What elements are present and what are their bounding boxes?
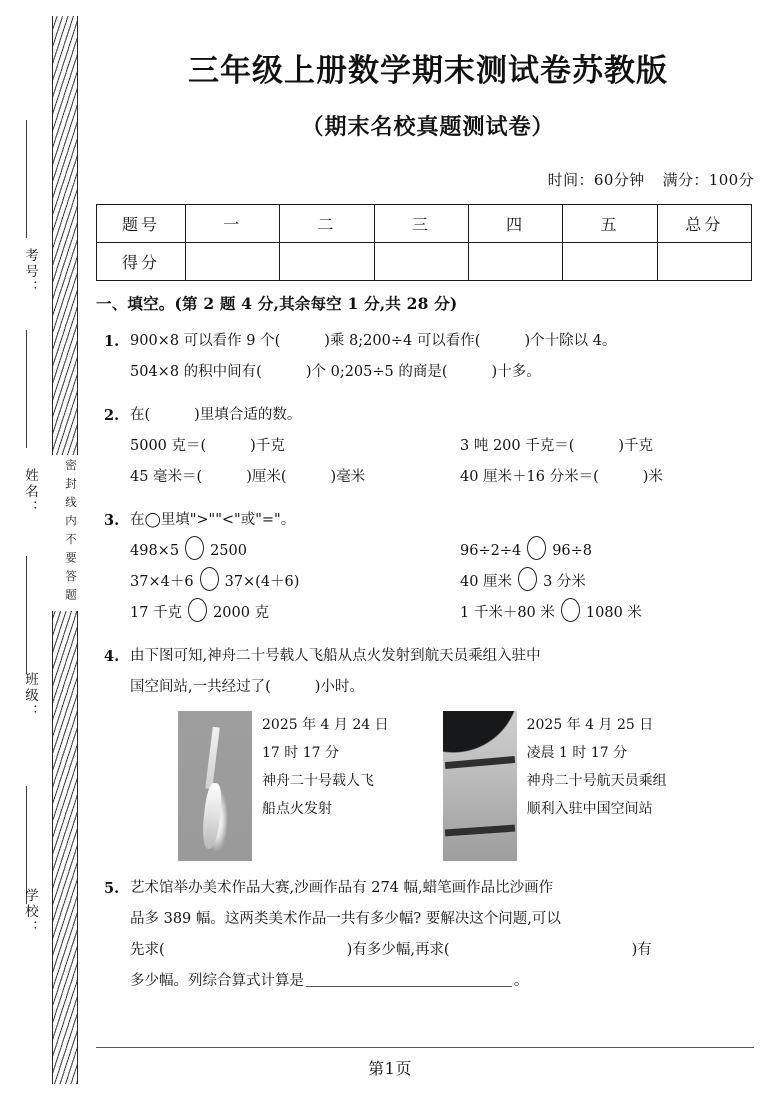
q2-r1-right-b: )千克 <box>618 437 654 454</box>
margin-rule-2 <box>26 330 27 448</box>
question-2-row-2 <box>130 462 760 493</box>
figure-shenzhou-docking <box>443 711 667 861</box>
table-row-scores <box>97 242 752 280</box>
margin-rule-4 <box>26 786 27 904</box>
question-3 <box>96 505 760 629</box>
q2-r2-left-a: 45 毫米＝( <box>130 468 203 485</box>
question-5-line-2: 品多 389 幅。这两类美术作品一共有多少幅? 要解决这个问题,可以 <box>130 910 561 927</box>
figure-launch-line-2: 17 时 17 分 <box>262 744 339 761</box>
margin-rule-1 <box>26 120 27 238</box>
figure-launch-line-3: 神舟二十号载人飞 <box>262 772 374 789</box>
figure-docking-line-1: 2025 年 4 月 25 日 <box>526 716 654 733</box>
q3-r2-right-circle[interactable] <box>518 567 537 591</box>
page-subtitle: （期末名校真题测试卷） <box>301 113 555 140</box>
q3-r1-left <box>130 536 460 567</box>
question-5 <box>96 873 760 997</box>
question-5-number: 5. <box>104 879 120 897</box>
question-5-line-1: 艺术馆举办美术作品大赛,沙画作品有 274 幅,蜡笔画作品比沙画作 <box>130 879 554 896</box>
seal-line-text: 密封线内不要答题 <box>51 455 79 611</box>
question-4-line-2 <box>130 672 760 703</box>
q3-r3-right-rhs: 1080 米 <box>585 604 642 621</box>
space-station-photo <box>443 711 517 861</box>
question-2-stem <box>130 400 760 431</box>
question-3-row-3 <box>130 598 760 629</box>
q3-r1-right-circle[interactable] <box>527 536 546 560</box>
question-4-line-1: 由下图可知,神舟二十号载人飞船从点火发射到航天员乘组入驻中 <box>130 647 541 664</box>
q3-r1-left-lhs: 498×5 <box>130 542 180 559</box>
figure-docking-line-4: 顺利入驻中国空间站 <box>526 800 653 817</box>
q2-r2-right-a: 40 厘米＋16 分米＝( <box>460 468 599 485</box>
question-5-text-c: )有 <box>631 941 652 958</box>
question-2-stem-a: 在( <box>130 406 151 423</box>
paper-content <box>96 0 760 997</box>
question-4 <box>96 641 760 861</box>
score-table-col-0: 一 <box>186 204 280 242</box>
exam-meta <box>96 169 760 190</box>
question-3-row-1 <box>130 536 760 567</box>
figure-docking-line-3: 神舟二十号航天员乘组 <box>526 772 667 789</box>
q3-r3-left-rhs: 2000 克 <box>213 604 270 621</box>
page-number-footer: 第1页 <box>368 1059 412 1078</box>
question-1-text-f: )十多。 <box>491 363 541 380</box>
rocket-launch-photo <box>178 711 252 861</box>
q3-r2-left-lhs: 37×4＋6 <box>130 573 194 590</box>
q3-r3-left <box>130 598 460 629</box>
question-5-text-e: 。 <box>514 972 529 989</box>
q3-r2-right <box>460 567 760 598</box>
page-title: 三年级上册数学期末测试卷苏教版 <box>188 53 668 89</box>
q2-r1-right-a: 3 吨 200 千克＝( <box>460 437 575 454</box>
q3-r2-right-rhs: 3 分米 <box>543 573 586 590</box>
score-table-col-1: 二 <box>280 204 374 242</box>
q3-r3-left-lhs: 17 千克 <box>130 604 183 621</box>
q3-r3-right-lhs: 1 千米＋80 米 <box>460 604 555 621</box>
section-heading-fill-in-blanks: 一、填空。(第 2 题 4 分,其余每空 1 分,共 28 分) <box>96 293 458 313</box>
score-table <box>96 204 752 281</box>
question-1-text-e: )个 0;205÷5 的商是( <box>305 363 448 380</box>
question-2 <box>96 400 760 493</box>
q2-r1-left-a: 5000 克＝( <box>130 437 207 454</box>
figure-launch-line-4: 船点火发射 <box>262 800 332 817</box>
score-cell-1[interactable] <box>280 242 374 280</box>
score-table-row-label-1: 得分 <box>97 242 186 280</box>
margin-label-exam-number: 考号： <box>22 248 38 296</box>
q3-r2-right-lhs: 40 厘米 <box>460 573 513 590</box>
score-cell-0[interactable] <box>186 242 280 280</box>
question-5-answer-line[interactable] <box>306 970 512 987</box>
q2-r2-left-c: )毫米 <box>330 468 366 485</box>
time-limit-label: 时间：60分钟 <box>547 170 645 189</box>
q3-r1-right-lhs: 96÷2÷4 <box>460 542 522 559</box>
question-4-number: 4. <box>104 647 120 665</box>
score-table-col-4: 五 <box>563 204 657 242</box>
question-1 <box>96 326 760 388</box>
question-1-text-a: 900×8 可以看作 9 个( <box>130 332 281 349</box>
q2-r2-left-b: )厘米( <box>246 468 287 485</box>
question-2-row-1-left <box>130 431 460 462</box>
score-cell-4[interactable] <box>563 242 657 280</box>
margin-rule-3 <box>26 556 27 674</box>
question-1-line-2 <box>130 357 760 388</box>
question-5-text-b: )有多少幅,再求( <box>346 941 450 958</box>
question-3-row-2 <box>130 567 760 598</box>
question-5-line-3 <box>130 935 760 966</box>
question-4-text-b: )小时。 <box>314 678 364 695</box>
q2-r2-right-b: )米 <box>642 468 663 485</box>
score-table-col-3: 四 <box>468 204 562 242</box>
question-1-text-c: )个十除以 4。 <box>524 332 617 349</box>
score-table-col-5: 总分 <box>657 204 751 242</box>
q2-r1-left-b: )千克 <box>250 437 285 454</box>
question-1-text-b: )乘 8;200÷4 可以看作( <box>324 332 481 349</box>
question-5-text-a: 先求( <box>130 941 165 958</box>
q3-r2-left-circle[interactable] <box>200 567 219 591</box>
q3-r1-right <box>460 536 760 567</box>
total-score-label: 满分：100分 <box>662 170 754 189</box>
score-cell-5[interactable] <box>657 242 751 280</box>
question-3-stem: 在◯里填">""<"或"="。 <box>130 511 296 528</box>
question-2-row-2-right <box>460 462 760 493</box>
q3-r1-right-rhs: 96÷8 <box>552 542 593 559</box>
figure-launch-line-1: 2025 年 4 月 24 日 <box>262 716 389 733</box>
question-2-stem-b: )里填合适的数。 <box>194 406 302 423</box>
margin-label-class: 班级： <box>22 672 38 720</box>
score-table-col-2: 三 <box>374 204 468 242</box>
margin-label-student-name: 姓名： <box>22 468 38 516</box>
question-3-number: 3. <box>104 511 120 529</box>
score-cell-3[interactable] <box>468 242 562 280</box>
question-1-number: 1. <box>104 332 120 350</box>
q3-r2-left-rhs: 37×(4＋6) <box>224 573 300 590</box>
q3-r3-right <box>460 598 760 629</box>
question-4-figure-group <box>178 711 760 861</box>
figure-shenzhou-launch <box>178 711 389 861</box>
q3-r1-left-circle[interactable] <box>185 536 204 560</box>
question-2-row-1-right <box>460 431 760 462</box>
question-5-line-4 <box>130 966 760 997</box>
q3-r3-right-circle[interactable] <box>561 598 580 622</box>
question-1-line-1 <box>130 326 760 357</box>
q3-r3-left-circle[interactable] <box>188 598 207 622</box>
question-5-text-d: 多少幅。列综合算式计算是 <box>130 972 304 989</box>
question-4-text-a: 国空间站,一共经过了( <box>130 678 271 695</box>
score-cell-2[interactable] <box>374 242 468 280</box>
question-2-number: 2. <box>104 406 120 424</box>
q3-r1-left-rhs: 2500 <box>210 542 247 559</box>
figure-launch-caption <box>262 711 389 823</box>
figure-docking-line-2: 凌晨 1 时 17 分 <box>526 744 628 761</box>
question-1-text-d: 504×8 的积中间有( <box>130 363 262 380</box>
footer-divider <box>96 1047 754 1048</box>
q3-r2-left <box>130 567 460 598</box>
margin-label-school: 学校： <box>22 888 38 936</box>
figure-docking-caption <box>527 711 667 823</box>
question-2-row-1 <box>130 431 760 462</box>
question-2-row-2-left <box>130 462 460 493</box>
table-row-question-numbers <box>97 204 752 242</box>
score-table-row-label-0: 题号 <box>97 204 186 242</box>
